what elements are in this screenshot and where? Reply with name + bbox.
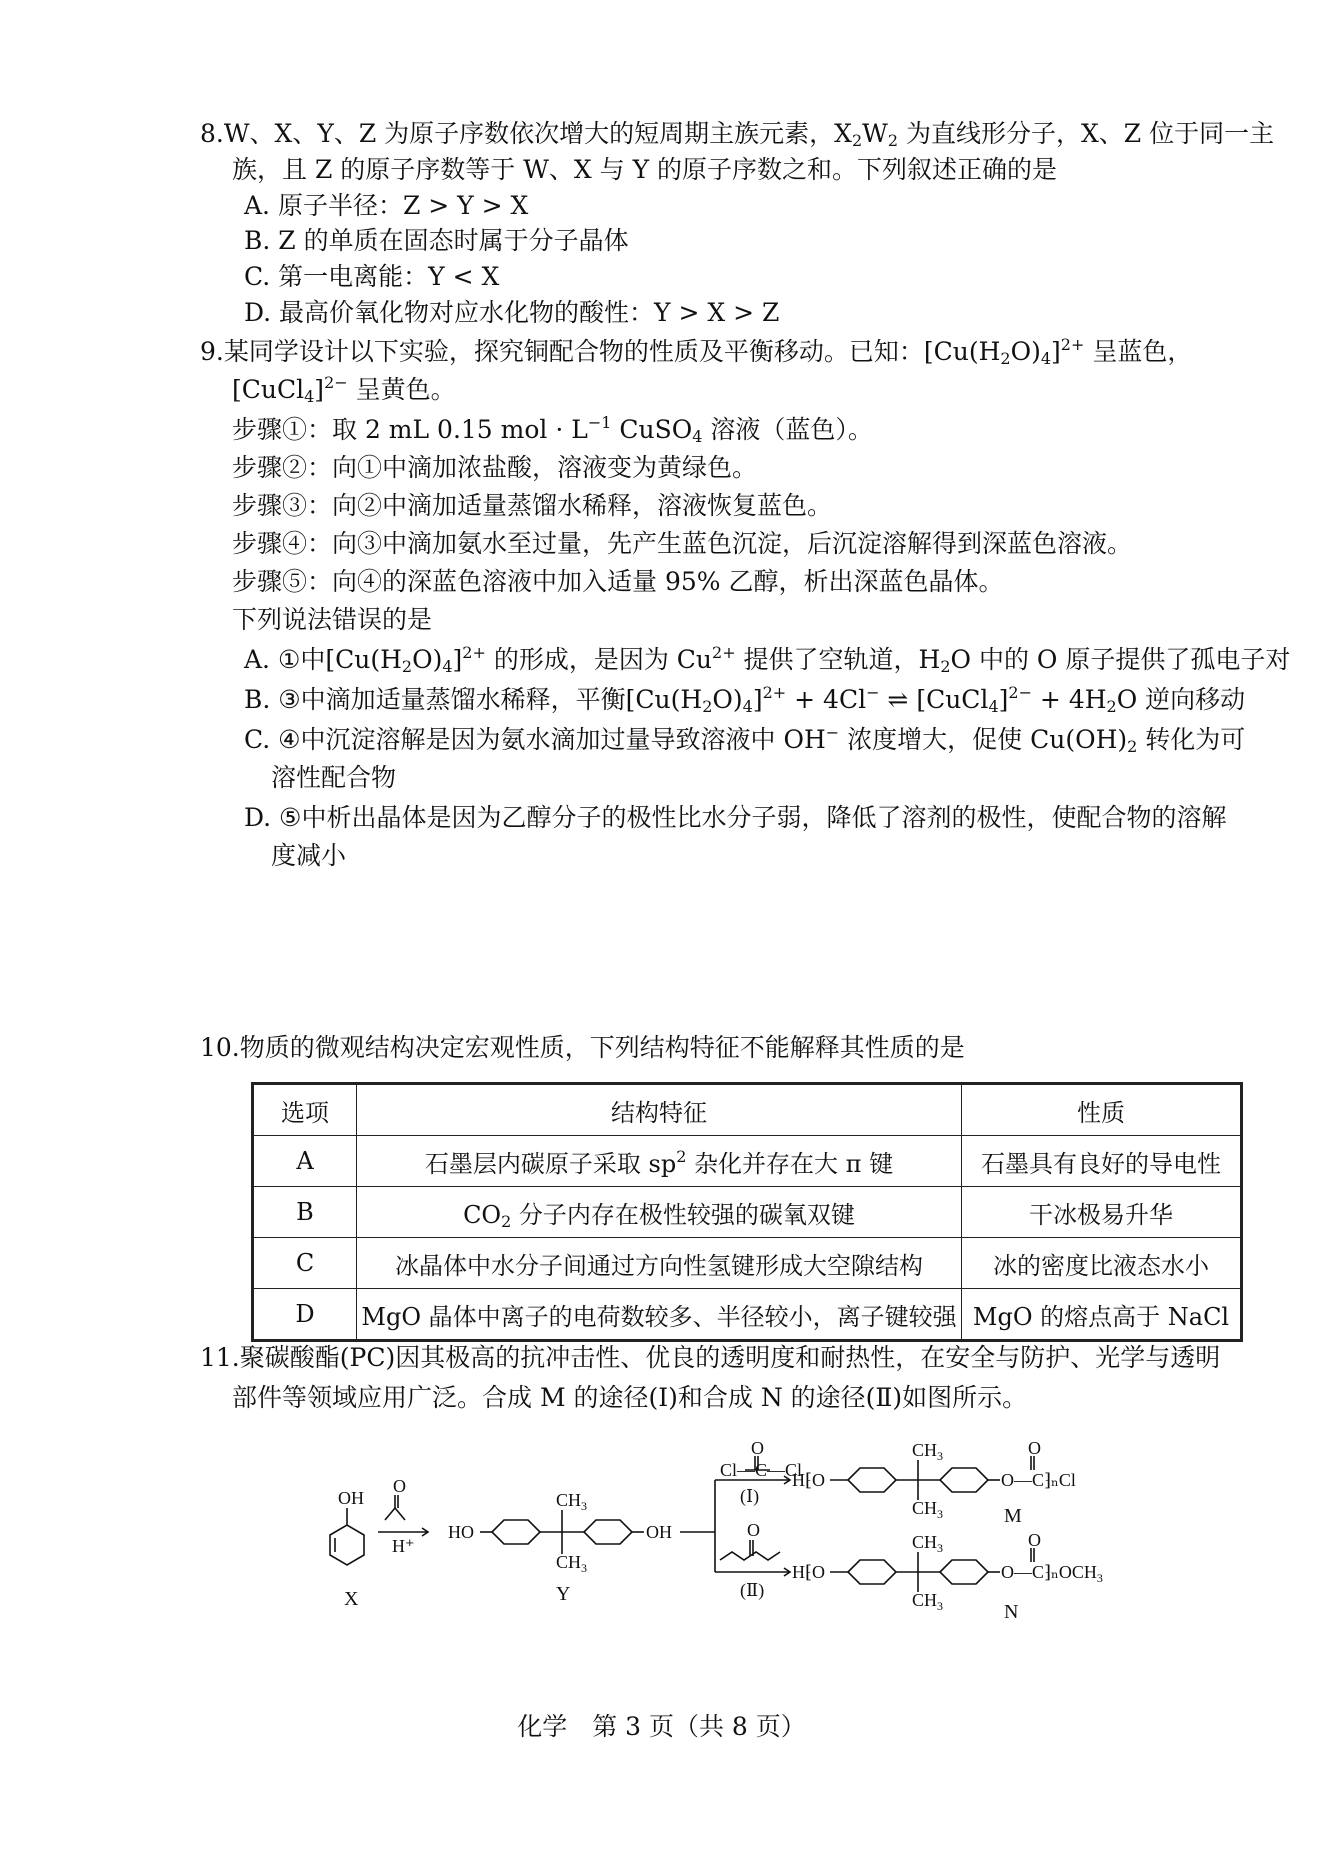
phosgene: Cl—C—Cl [720,1460,803,1480]
q9-number: 9. [200,337,224,366]
q9-option-a: A. ①中$[Cu(H_2O)_4]^{2+}$ 的形成，是因为 $Cu^{2+}$ 提供了空轨道，$H_2O$ 中的 O 原子提供了孤电子对 [244,643,1291,676]
q9-step3: 步骤③：向②中滴加适量蒸馏水稀释，溶液恢复蓝色。 [232,491,833,520]
route1-label: (Ⅰ) [740,1486,760,1506]
table-row [253,1136,1242,1187]
row-feature: $CO_2$ 分子内存在极性较强的碳氧双键 [357,1187,962,1238]
q9-step5: 步骤⑤：向④的深蓝色溶液中加入适量 95% 乙醇，析出深蓝色晶体。 [232,567,1004,596]
y-ch3-bottom: $CH_3$ [556,1552,588,1575]
q11-stem-line1: 11.聚碳酸酯(PC)因其极高的抗冲击性、优良的透明度和耐热性，在安全与防护、光学与透明 [200,1343,1221,1372]
label-y: Y [556,1583,571,1605]
q8-option-d: D. 最高价氧化物对应水化物的酸性：Y > X > Z [244,298,780,327]
row-feature: 石墨层内碳原子采取 $sp^2$ 杂化并存在大 π 键 [357,1136,962,1187]
m-ch3-bottom: $CH_3$ [912,1498,944,1521]
row-property: 冰的密度比液态水小 [962,1238,1242,1289]
row-feature: MgO 晶体中离子的电荷数较多、半径较小，离子键较强 [357,1289,962,1341]
structure-property-table [251,1082,1243,1342]
q8-option-a: A. 原子半径：Z > Y > X [244,191,529,220]
reaction-scheme [300,1440,1260,1690]
row-property: MgO 的熔点高于 NaCl [962,1289,1242,1341]
header-option: 选项 [253,1084,357,1136]
header-feature: 结构特征 [357,1084,962,1136]
m-start: H⁅O [792,1470,826,1490]
q10-stem: 10.物质的微观结构决定宏观性质，下列结构特征不能解释其性质的是 [200,1033,965,1062]
q11-number: 11. [200,1343,240,1372]
q9-step2: 步骤②：向①中滴加浓盐酸，溶液变为黄绿色。 [232,453,758,482]
q9-option-d-line2: 度减小 [271,841,347,870]
label-x: X [344,1588,359,1610]
q9-stem-line1: 9.某同学设计以下实验，探究铜配合物的性质及平衡移动。已知：$[Cu(H_2O)_4]^{2+}$ 呈蓝色， [200,335,1193,368]
table-row [253,1187,1242,1238]
m-ch3-top: $CH_3$ [912,1440,944,1463]
m-end: O—C⁆ₙCl [1001,1470,1076,1490]
header-property: 性质 [962,1084,1242,1136]
row-option: D [253,1289,357,1341]
y-oh: OH [646,1522,672,1542]
n-ch3-bottom: $CH_3$ [912,1590,944,1613]
q9-step4: 步骤④：向③中滴加氨水至过量，先产生蓝色沉淀，后沉淀溶解得到深蓝色溶液。 [232,529,1133,558]
phosgene-o: O [751,1440,764,1458]
label-m: M [1004,1505,1022,1527]
n-end: O—C⁆ₙOCH$_3$ [1001,1562,1103,1585]
row-option: A [253,1136,357,1187]
q9-stem-line2: [CuCl$_4$]$^{2-}$ 呈黄色。 [232,373,456,406]
table-row [253,1238,1242,1289]
dmc-o: O [747,1520,760,1540]
q9-option-c-line2: 溶性配合物 [271,763,397,792]
phenol-oh: OH [338,1488,364,1508]
row-option: B [253,1187,357,1238]
y-ring-right [584,1520,632,1544]
y-ch3-top: $CH_3$ [556,1490,588,1513]
q9-option-d-line1: D. ⑤中析出晶体是因为乙醇分子的极性比水分子弱，降低了溶剂的极性，使配合物的溶解 [244,803,1227,832]
table-row [253,1289,1242,1341]
q8-stem-line2: 族，且 Z 的原子序数等于 W、X 与 Y 的原子序数之和。下列叙述正确的是 [232,155,1058,184]
q9-ask: 下列说法错误的是 [232,605,433,634]
y-ho: HO [448,1522,474,1542]
label-n: N [1004,1601,1019,1623]
acetone-o: O [393,1476,406,1496]
table-header-row [253,1084,1242,1136]
q8-number: 8. [200,119,224,148]
q8-option-b: B. Z 的单质在固态时属于分子晶体 [244,226,629,255]
q11-stem-line2: 部件等领域应用广泛。合成 M 的途径(Ⅰ)和合成 N 的途径(Ⅱ)如图所示。 [232,1383,1028,1412]
row-property: 干冰极易升华 [962,1187,1242,1238]
q9-option-c-line1: C. ④中沉淀溶解是因为氨水滴加过量导致溶液中 OH− 浓度增大，促使 $Cu(OH)_2$ 转化为可 [244,723,1246,756]
h-plus: H⁺ [392,1536,415,1556]
row-feature: 冰晶体中水分子间通过方向性氢键形成大空隙结构 [357,1238,962,1289]
y-ring-left [492,1520,540,1544]
route2-label: (Ⅱ) [740,1580,765,1600]
q8-stem-line1: 8.W、X、Y、Z 为原子序数依次增大的短周期主族元素，$X_2W_2$ 为直线形分子，X、Z 位于同一主 [200,119,1275,150]
q9-step1: 步骤①：取 2 mL 0.15 mol · $L^{-1}$ CuSO$_4$ 溶液（蓝色）。 [232,413,873,446]
row-property: 石墨具有良好的导电性 [962,1136,1242,1187]
n-ch3-top: $CH_3$ [912,1532,944,1555]
page-footer: 化学 第 3 页（共 8 页） [517,1712,806,1741]
row-option: C [253,1238,357,1289]
q9-option-b: B. ③中滴加适量蒸馏水稀释，平衡$[Cu(H_2O)_4]^{2+} + 4Cl^-$ ⇌ [CuCl$_4$]$^{2-}$ + $4H_2O$ 逆向移动 [244,683,1246,716]
n-carbonyl-o: O [1028,1530,1041,1550]
q8-option-c: C. 第一电离能：Y < X [244,262,500,291]
q10-number: 10. [200,1033,240,1062]
m-carbonyl-o: O [1028,1440,1041,1458]
n-start: H⁅O [792,1562,826,1582]
